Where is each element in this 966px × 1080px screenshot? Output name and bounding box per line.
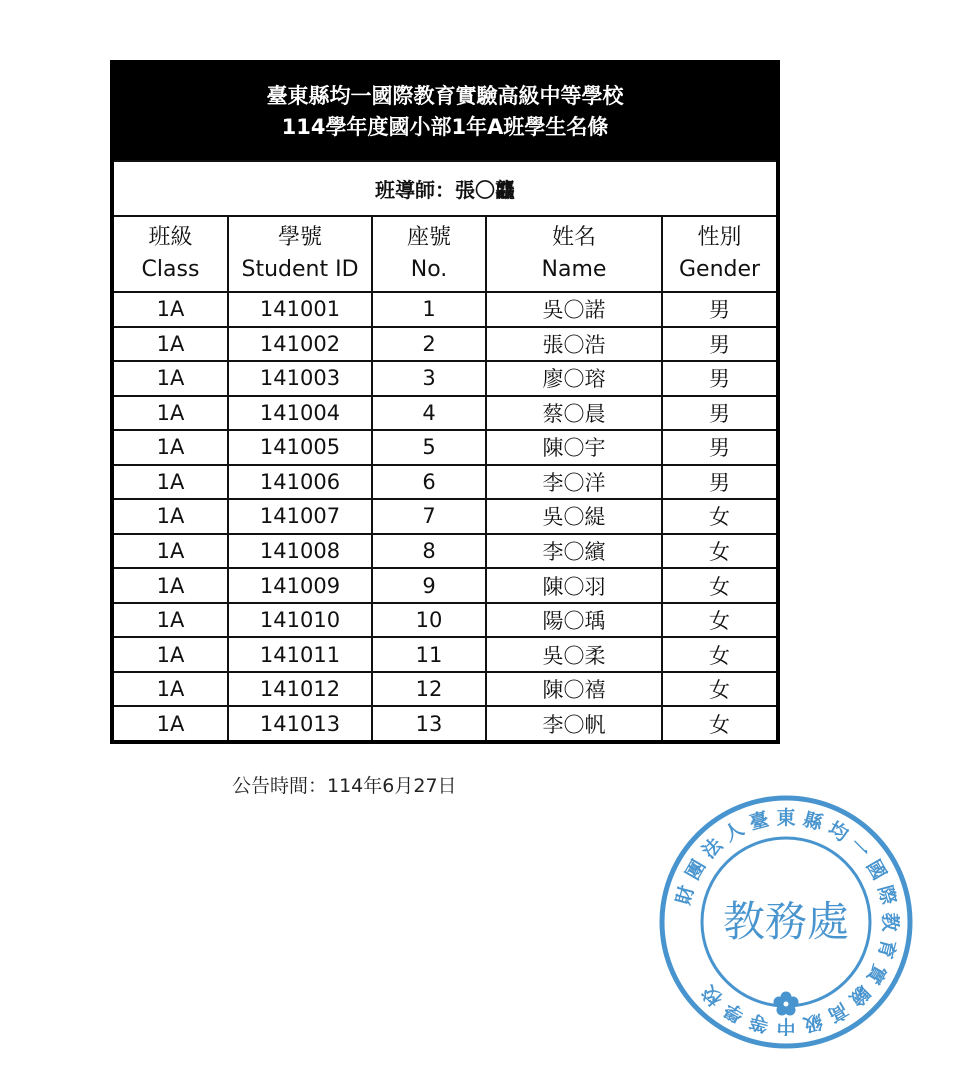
seal-ring-char: 實	[861, 960, 891, 988]
cell-class: 1A	[112, 465, 228, 500]
column-header	[372, 216, 486, 292]
cell-student-id: 141009	[228, 568, 372, 603]
cell-student-id: 141012	[228, 672, 372, 707]
cell-seat-no: 11	[372, 637, 486, 672]
column-header-zh: 座號	[406, 224, 451, 250]
cell-name: 蔡〇晨	[486, 396, 662, 431]
seal-ring-char: 團	[681, 856, 711, 884]
cell-class: 1A	[112, 672, 228, 707]
table-row	[112, 396, 778, 431]
table-row	[112, 568, 778, 603]
announcement-date: 公告時間：114年6月27日	[232, 775, 457, 797]
cell-class: 1A	[112, 568, 228, 603]
column-header-en: Class	[141, 256, 200, 282]
seal-ring-char: 臺	[747, 808, 772, 835]
column-header	[486, 216, 662, 292]
cell-seat-no: 6	[372, 465, 486, 500]
roster-body	[112, 292, 778, 742]
column-header-zh: 班級	[148, 224, 193, 250]
table-title	[112, 62, 778, 161]
seal-ring-char: 等	[747, 1009, 772, 1036]
seal-ring-char: 驗	[844, 980, 875, 1011]
cell-class: 1A	[112, 396, 228, 431]
cell-student-id: 141010	[228, 603, 372, 638]
seal-center-text: 教務處	[722, 897, 850, 946]
cell-seat-no: 5	[372, 430, 486, 465]
column-header	[112, 216, 228, 292]
cell-gender: 女	[662, 499, 778, 534]
cell-name: 陳〇禧	[486, 672, 662, 707]
cell-gender: 女	[662, 706, 778, 742]
table-row	[112, 706, 778, 742]
table-row	[112, 637, 778, 672]
seal-ring-char: 縣	[800, 808, 825, 835]
cell-student-id: 141006	[228, 465, 372, 500]
seal-ring-char: 均	[824, 817, 852, 847]
cell-class: 1A	[112, 430, 228, 465]
cell-class: 1A	[112, 499, 228, 534]
table-row	[112, 327, 778, 362]
seal-ring-char: 教	[879, 912, 901, 932]
table-row	[112, 292, 778, 327]
cell-class: 1A	[112, 706, 228, 742]
cell-name: 李〇洋	[486, 465, 662, 500]
cell-gender: 女	[662, 568, 778, 603]
table-row	[112, 465, 778, 500]
seal-ring-char: 一	[844, 833, 875, 864]
cell-name: 李〇帆	[486, 706, 662, 742]
cell-gender: 男	[662, 430, 778, 465]
column-header	[662, 216, 778, 292]
column-header-zh: 學號	[277, 224, 322, 250]
cell-name: 李〇繽	[486, 534, 662, 569]
cell-class: 1A	[112, 361, 228, 396]
cell-class: 1A	[112, 534, 228, 569]
column-header-en: Gender	[678, 256, 761, 282]
school-seal-stamp	[658, 794, 914, 1050]
column-header-en: No.	[410, 256, 448, 282]
seal-ring-char: 學	[720, 997, 748, 1027]
seal-ring-char: 校	[697, 980, 728, 1011]
seal-ring-char: 級	[800, 1009, 825, 1036]
roster-title: 114學年度國小部1年A班學生名條	[281, 115, 609, 140]
cell-name: 吳〇緹	[486, 499, 662, 534]
column-header-zh: 姓名	[551, 224, 596, 250]
seal-ring-char: 中	[776, 1015, 796, 1037]
column-header	[228, 216, 372, 292]
cell-seat-no: 13	[372, 706, 486, 742]
cell-seat-no: 8	[372, 534, 486, 569]
cell-class: 1A	[112, 603, 228, 638]
student-roster-table	[110, 60, 780, 744]
seal-ring-char: 財	[672, 883, 699, 908]
cell-name: 陽〇瑀	[486, 603, 662, 638]
column-header-zh: 性別	[697, 224, 742, 250]
cell-seat-no: 2	[372, 327, 486, 362]
column-header-row	[112, 216, 778, 292]
seal-ring-char: 際	[873, 883, 900, 908]
seal-ring-char: 法	[697, 833, 728, 864]
cell-gender: 女	[662, 534, 778, 569]
cell-gender: 男	[662, 361, 778, 396]
cell-name: 廖〇瑢	[486, 361, 662, 396]
cell-name: 張〇浩	[486, 327, 662, 362]
cell-class: 1A	[112, 637, 228, 672]
seal-ring-char: 高	[824, 997, 852, 1027]
cell-gender: 女	[662, 637, 778, 672]
homeroom-teacher: 班導師：張〇龘	[112, 161, 778, 215]
cell-gender: 男	[662, 465, 778, 500]
table-row	[112, 672, 778, 707]
column-header-en: Student ID	[241, 256, 359, 282]
cell-gender: 男	[662, 327, 778, 362]
table-row	[112, 361, 778, 396]
cell-student-id: 141008	[228, 534, 372, 569]
cell-student-id: 141013	[228, 706, 372, 742]
cell-gender: 女	[662, 672, 778, 707]
cell-seat-no: 1	[372, 292, 486, 327]
cell-seat-no: 4	[372, 396, 486, 431]
cell-name: 陳〇宇	[486, 430, 662, 465]
table-row	[112, 534, 778, 569]
cell-student-id: 141003	[228, 361, 372, 396]
cell-name: 吳〇諾	[486, 292, 662, 327]
table-row	[112, 499, 778, 534]
cell-class: 1A	[112, 327, 228, 362]
school-name: 臺東縣均一國際教育實驗高級中等學校	[266, 84, 624, 109]
cell-seat-no: 7	[372, 499, 486, 534]
seal-ring-char: 東	[776, 807, 796, 829]
cell-student-id: 141001	[228, 292, 372, 327]
seal-ring-char: 國	[861, 856, 891, 884]
cell-student-id: 141004	[228, 396, 372, 431]
column-header-en: Name	[541, 256, 607, 282]
seal-ring-char: 育	[873, 936, 900, 961]
cell-gender: 男	[662, 396, 778, 431]
cell-student-id: 141002	[228, 327, 372, 362]
cell-seat-no: 10	[372, 603, 486, 638]
cell-gender: 女	[662, 603, 778, 638]
seal-ring-char: 人	[720, 817, 748, 847]
cell-seat-no: 9	[372, 568, 486, 603]
cell-seat-no: 12	[372, 672, 486, 707]
table-row	[112, 430, 778, 465]
cell-seat-no: 3	[372, 361, 486, 396]
cell-name: 陳〇羽	[486, 568, 662, 603]
table-row	[112, 603, 778, 638]
cell-name: 吳〇柔	[486, 637, 662, 672]
cell-gender: 男	[662, 292, 778, 327]
flower-icon	[774, 992, 798, 1015]
cell-class: 1A	[112, 292, 228, 327]
cell-student-id: 141011	[228, 637, 372, 672]
cell-student-id: 141005	[228, 430, 372, 465]
cell-student-id: 141007	[228, 499, 372, 534]
